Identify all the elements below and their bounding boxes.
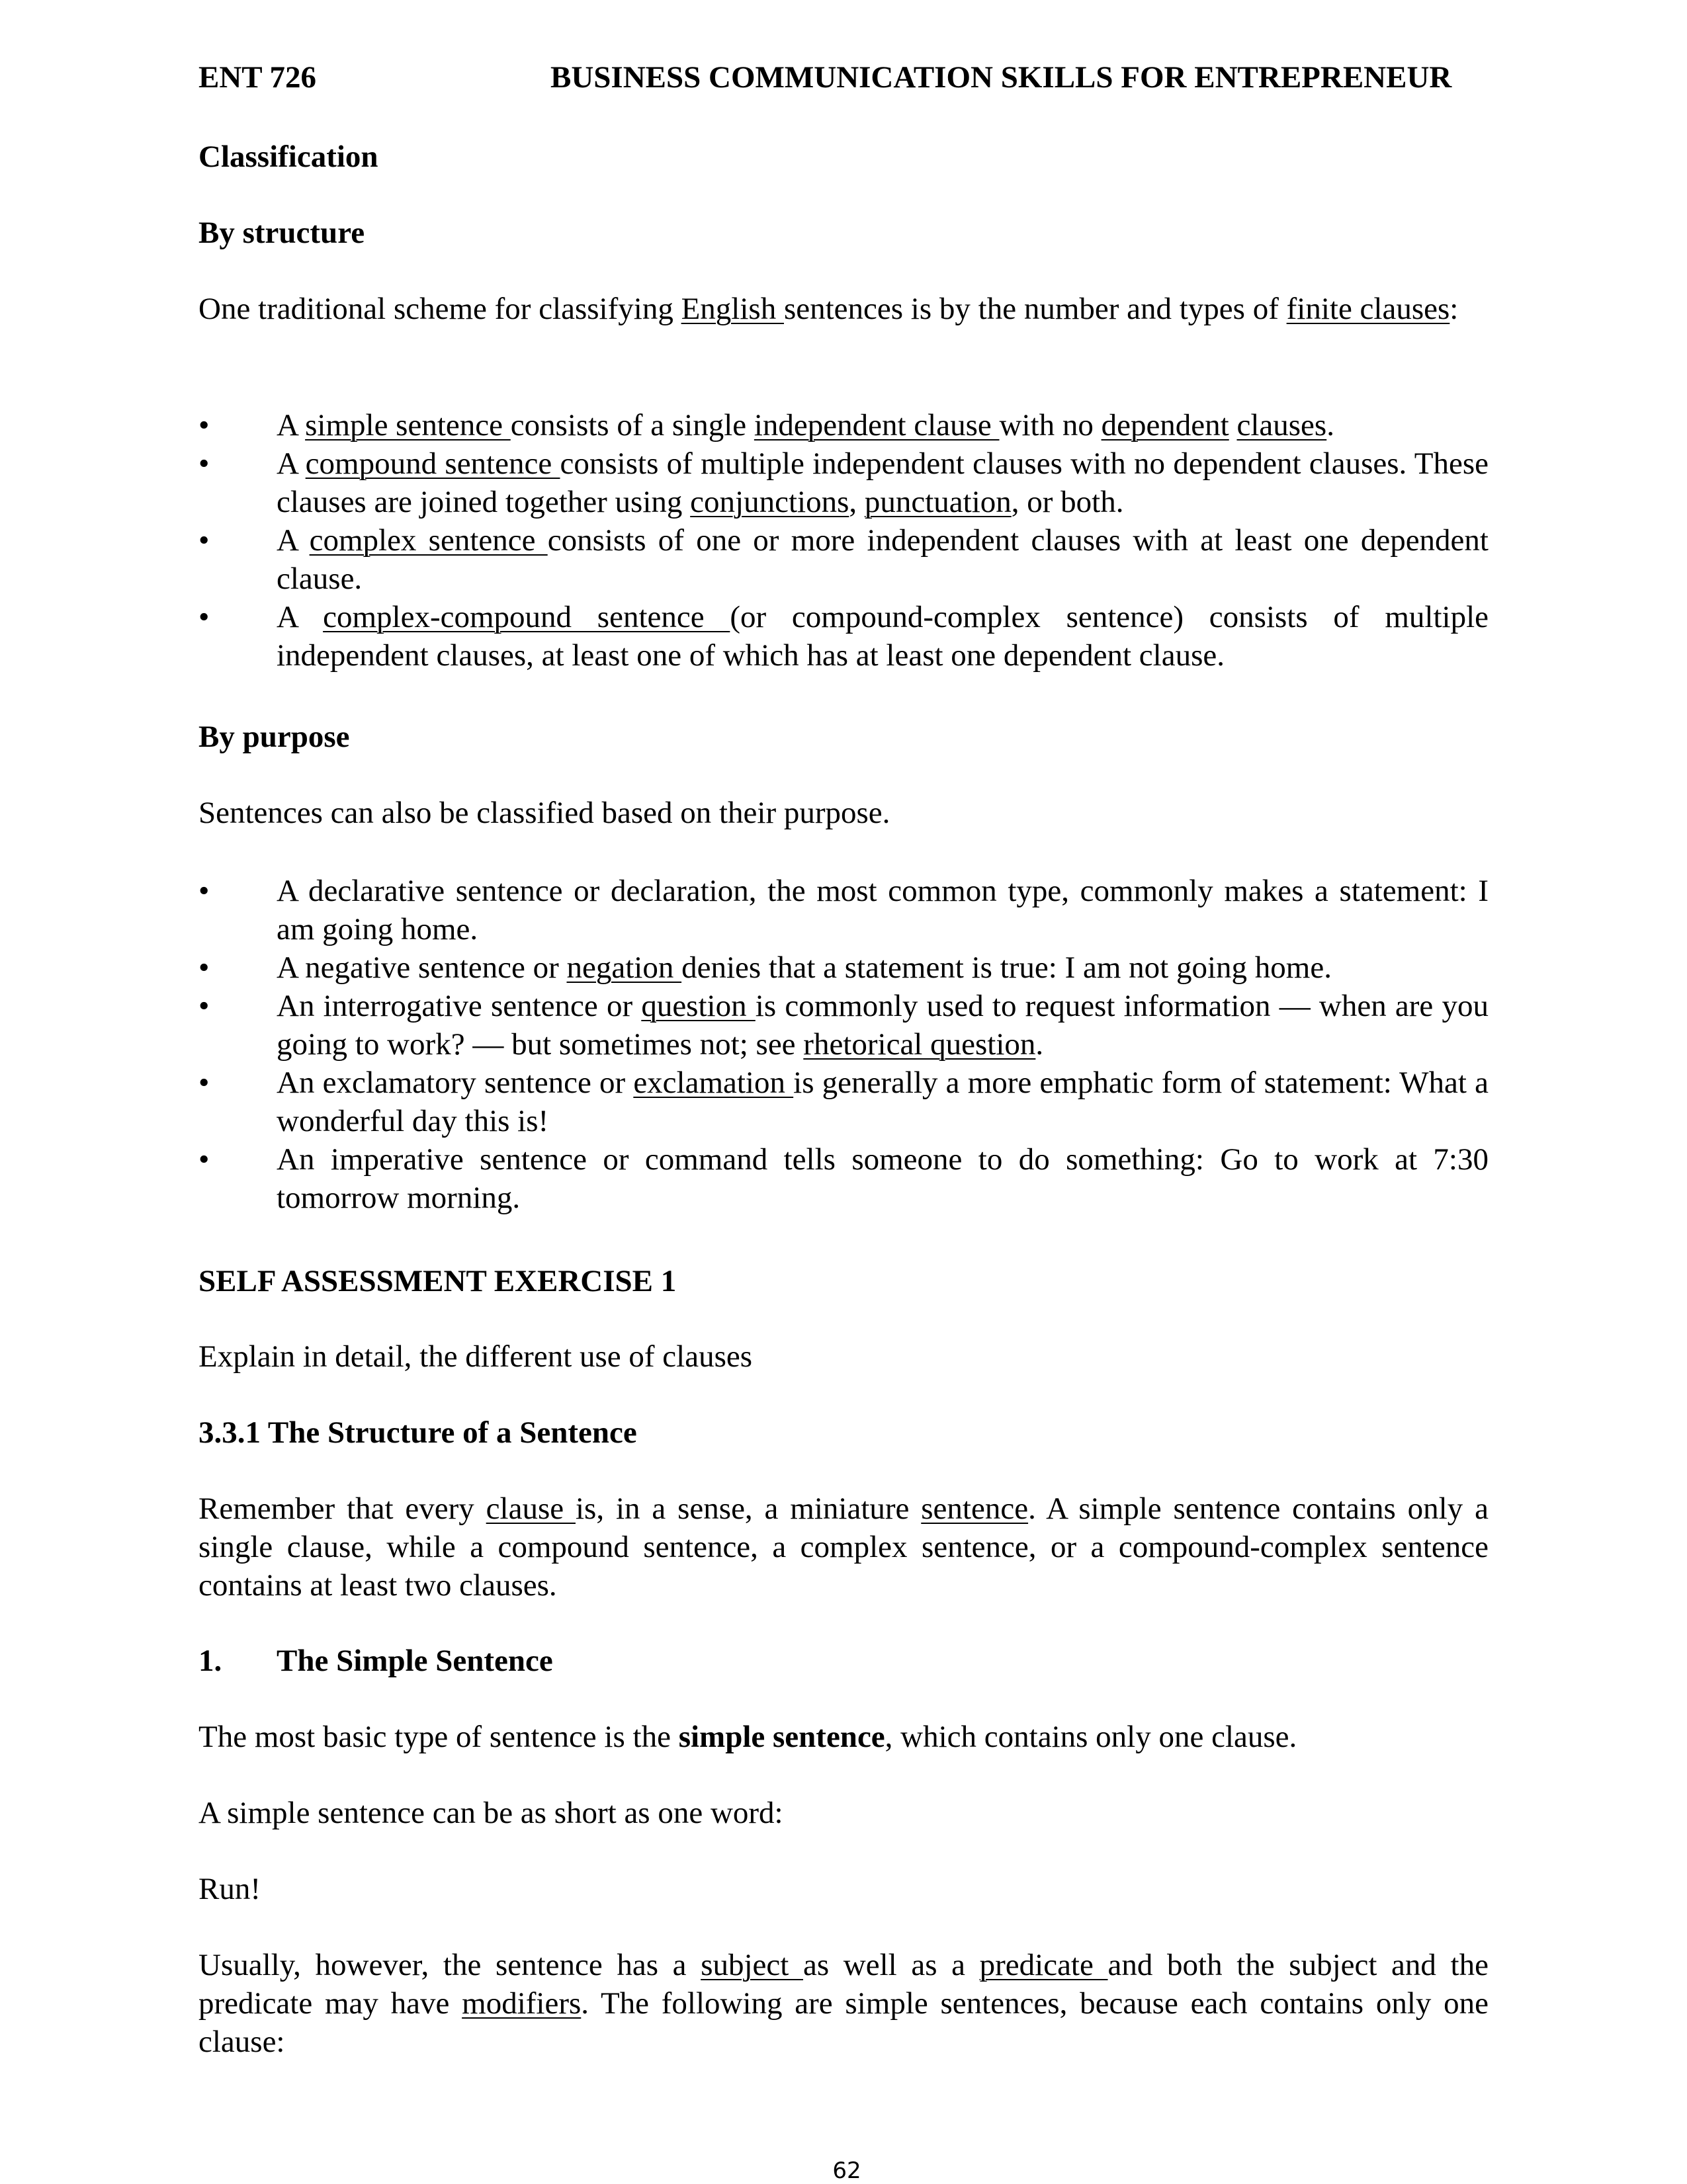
simple-sentence-heading: 1. The Simple Sentence: [198, 1642, 1489, 1680]
link-finite-clauses[interactable]: finite clauses: [1286, 292, 1450, 326]
purpose-intro: Sentences can also be classified based on their purpose.: [198, 796, 890, 830]
bullet-icon: •: [198, 1066, 210, 1100]
bullet-icon: •: [198, 600, 210, 634]
self-assessment-heading: SELF ASSESSMENT EXERCISE 1: [198, 1264, 677, 1298]
link-punctuation[interactable]: punctuation: [864, 485, 1012, 519]
list-item-imperative: • An imperative sentence or command tells someone to do something: Go to work at 7:30 tomorrow morning.: [198, 1140, 1489, 1217]
list-item-negative: • A negative sentence or negation denies that a statement is true: I am not going home.: [198, 948, 1489, 987]
running-header: [198, 60, 1489, 99]
bullet-icon: •: [198, 989, 210, 1023]
link-predicate[interactable]: predicate: [979, 1948, 1108, 1982]
purpose-list: [198, 872, 1489, 1217]
course-title: BUSINESS COMMUNICATION SKILLS FOR ENTREPRENEUR: [550, 60, 1452, 95]
structure-list: [198, 406, 1489, 675]
list-item-complex-compound: • A complex-compound sentence (or compound-complex sentence) consists of multiple independent clauses, at least one of which has at least one dependent clause.: [198, 598, 1489, 675]
link-rhetorical-question[interactable]: rhetorical question: [803, 1027, 1036, 1062]
link-complex-compound-sentence[interactable]: complex-compound sentence: [323, 600, 730, 634]
bullet-icon: •: [198, 523, 210, 558]
by-structure-heading: By structure: [198, 216, 365, 250]
course-code: ENT 726: [198, 60, 317, 95]
self-assessment-text: Explain in detail, the different use of clauses: [198, 1339, 753, 1374]
structure-paragraph: Remember that every clause is, in a sense, a miniature sentence. A simple sentence contains only a single clause, while a compound sentence, a complex sentence, or a compound-complex sentence contains at least two clauses.: [198, 1491, 1489, 1603]
link-conjunctions[interactable]: conjunctions: [690, 485, 849, 519]
page-number: 62: [832, 2158, 861, 2184]
simple-sentence-p1: The most basic type of sentence is the simple sentence, which contains only one clause.: [198, 1720, 1297, 1754]
list-item-complex: • A complex sentence consists of one or more independent clauses with at least one dependent clause.: [198, 521, 1489, 598]
list-item-simple: • A simple sentence consists of a single independent clause with no dependent clauses.: [198, 406, 1489, 444]
bullet-icon: •: [198, 1142, 210, 1177]
structure-intro: One traditional scheme for classifying English sentences is by the number and types of finite clauses:: [198, 292, 1459, 326]
list-item-interrogative: • An interrogative sentence or question is commonly used to request information — when are you going to work? — but sometimes not; see rhetorical question.: [198, 987, 1489, 1064]
link-dependent[interactable]: dependent: [1101, 408, 1229, 442]
section-number: 1.: [198, 1644, 222, 1678]
classification-heading: Classification: [198, 140, 378, 174]
link-clause[interactable]: clause: [486, 1491, 576, 1526]
bullet-icon: •: [198, 874, 210, 908]
link-negation[interactable]: negation: [566, 950, 682, 985]
link-compound-sentence[interactable]: compound sentence: [305, 446, 560, 481]
list-item-declarative: • A declarative sentence or declaration, the most common type, commonly makes a statement: I am going home.: [198, 872, 1489, 948]
bullet-icon: •: [198, 446, 210, 481]
list-item-compound: • A compound sentence consists of multiple independent clauses with no dependent clauses. These clauses are joined together using conjunctions, punctuation, or both.: [198, 444, 1489, 521]
bullet-icon: •: [198, 408, 210, 442]
list-item-exclamatory: • An exclamatory sentence or exclamation is generally a more emphatic form of statement: What a wonderful day this is!: [198, 1064, 1489, 1140]
simple-sentence-p3: Usually, however, the sentence has a subject as well as a predicate and both the subject and the predicate may have modifiers. The following are simple sentences, because each contains only one clause:: [198, 1948, 1489, 2059]
link-complex-sentence[interactable]: complex sentence: [309, 523, 548, 558]
link-subject[interactable]: subject: [701, 1948, 803, 1982]
simple-sentence-p2: A simple sentence can be as short as one word:: [198, 1796, 783, 1830]
link-independent-clause[interactable]: independent clause: [754, 408, 1000, 442]
link-clauses[interactable]: clauses: [1236, 408, 1327, 442]
bullet-icon: •: [198, 950, 210, 985]
link-question[interactable]: question: [641, 989, 756, 1023]
by-purpose-heading: By purpose: [198, 720, 350, 754]
structure-section-heading: 3.3.1 The Structure of a Sentence: [198, 1415, 637, 1450]
link-simple-sentence[interactable]: simple sentence: [305, 408, 511, 442]
link-english[interactable]: English: [681, 292, 784, 326]
simple-sentence-example: Run!: [198, 1872, 261, 1906]
link-sentence[interactable]: sentence: [921, 1491, 1029, 1526]
link-modifiers[interactable]: modifiers: [462, 1986, 582, 2021]
link-exclamation[interactable]: exclamation: [633, 1066, 794, 1100]
